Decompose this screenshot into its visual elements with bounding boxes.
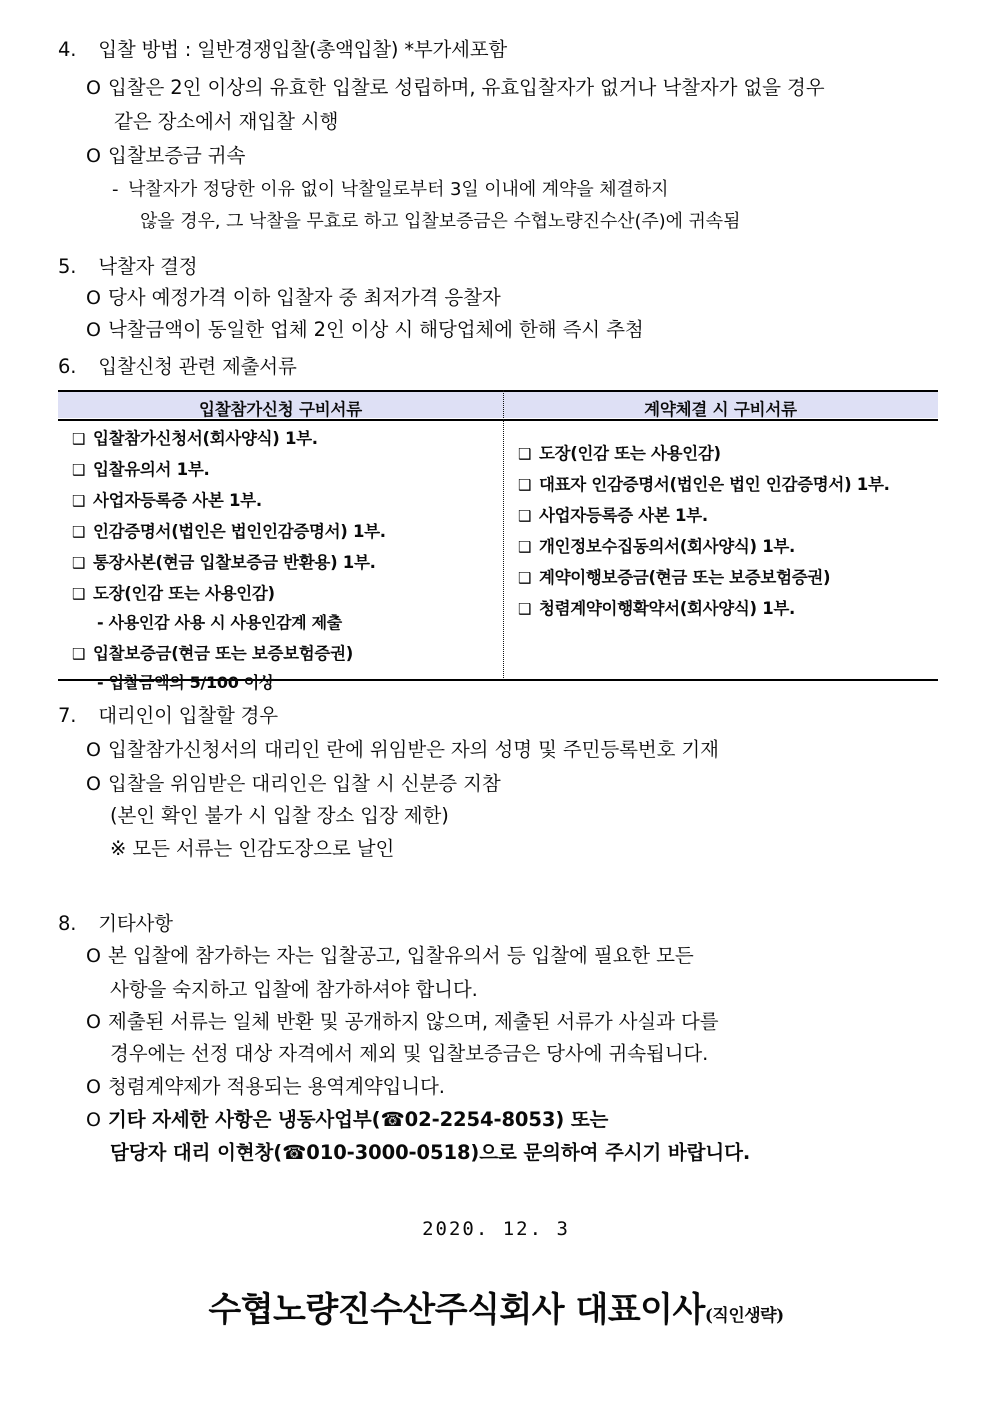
table-row: ❑ 통장사본(현금 입찰보증금 반환용) 1부. [72, 553, 376, 572]
section-7-title: 대리인이 입찰할 경우 [98, 704, 278, 727]
section-8-item-0-line-0: O 본 입찰에 참가하는 자는 입찰공고, 입찰유의서 등 입찰에 필요한 모든 [86, 944, 694, 967]
table-row: ❑ 도장(인감 또는 사용인감) [518, 444, 721, 463]
section-6-title: 입찰신청 관련 제출서류 [98, 355, 297, 378]
section-7-item-1-line-0: O 입찰을 위임받은 대리인은 입찰 시 신분증 지참 [86, 772, 501, 795]
section-7-heading [58, 706, 278, 726]
checkbox-icon: ❑ [72, 492, 86, 510]
circle-bullet-icon: O [86, 319, 101, 341]
table-row: ❑ 대표자 인감증명서(법인은 법인 인감증명서) 1부. [518, 475, 890, 494]
circle-bullet-icon: O [86, 1109, 101, 1131]
section-5-item-0: O 당사 예정가격 이하 입찰자 중 최저가격 응찰자 [86, 286, 501, 309]
table-row-sub: - 사용인감 사용 시 사용인감계 제출 [97, 613, 342, 632]
circle-bullet-icon: O [86, 145, 101, 167]
checkbox-icon: ❑ [72, 645, 86, 663]
table-row: ❑ 입찰유의서 1부. [72, 460, 210, 479]
table-row: ❑ 청렴계약이행확약서(회사양식) 1부. [518, 599, 796, 618]
section-4-item-0-line-1: 같은 장소에서 재입찰 시행 [114, 110, 339, 133]
contact-person-phone-text: 담당자 대리 이현창(☎010-3000-0518)으로 문의하여 주시기 바랍니다. [110, 1141, 751, 1164]
circle-bullet-icon: O [86, 287, 101, 309]
department-phone-text: 기타 자세한 사항은 냉동사업부(☎02-2254-8053) 또는 [108, 1108, 609, 1131]
table-row: ❑ 도장(인감 또는 사용인감) [72, 584, 275, 603]
section-8-item-0-line-1: 사항을 숙지하고 입찰에 참가하셔야 합니다. [110, 978, 478, 1001]
section-4-heading [58, 40, 507, 60]
circle-bullet-icon: O [86, 945, 101, 967]
dash-bullet-icon: - [112, 179, 119, 200]
section-5-number: 5. [58, 255, 77, 278]
section-8-title: 기타사항 [98, 912, 173, 935]
checkbox-icon: ❑ [72, 554, 86, 572]
checkbox-icon: ❑ [72, 461, 86, 479]
document-date: 2020. 12. 3 [422, 1218, 570, 1240]
circle-bullet-icon: O [86, 773, 101, 795]
section-8-item-3-line-0 [86, 1110, 608, 1130]
section-4-title: 입찰 방법 : 일반경쟁입찰(총액입찰) *부가세포함 [98, 38, 508, 61]
signature-line [0, 1282, 992, 1331]
checkbox-icon: ❑ [518, 445, 532, 463]
section-5-item-1: O 낙찰금액이 동일한 업체 2인 이상 시 해당업체에 한해 즉시 추첨 [86, 318, 644, 341]
table-row: ❑ 입찰보증금(현금 또는 보증보험증권) [72, 644, 353, 663]
table-row: ❑ 사업자등록증 사본 1부. [518, 506, 708, 525]
section-8-item-1-line-0: O 제출된 서류는 일체 반환 및 공개하지 않으며, 제출된 서류가 사실과 다를 [86, 1010, 719, 1033]
circle-bullet-icon: O [86, 739, 101, 761]
section-8-number: 8. [58, 912, 77, 935]
circle-bullet-icon: O [86, 1011, 101, 1033]
checkbox-icon: ❑ [518, 569, 532, 587]
signer-name: 수협노량진수산주식회사 대표이사 [208, 1290, 705, 1330]
section-8-item-3-line-1 [110, 1143, 750, 1163]
section-4-item-0-line-0: O 입찰은 2인 이상의 유효한 입찰로 성립하며, 유효입찰자가 없거나 낙찰자가 없을 경우 [86, 76, 825, 99]
checkbox-icon: ❑ [518, 600, 532, 618]
section-7-item-1-line-1: (본인 확인 불가 시 입찰 장소 입장 제한) [110, 804, 449, 827]
table-header-right: 계약체결 시 구비서류 [644, 400, 797, 419]
section-6-heading [58, 357, 297, 377]
section-7-item-0: O 입찰참가신청서의 대리인 란에 위임받은 자의 성명 및 주민등록번호 기재 [86, 738, 719, 761]
checkbox-icon: ❑ [518, 538, 532, 556]
table-row: ❑ 개인정보수집동의서(회사양식) 1부. [518, 537, 796, 556]
table-row: ❑ 인감증명서(법인은 법인인감증명서) 1부. [72, 522, 386, 541]
section-6-number: 6. [58, 355, 77, 378]
circle-bullet-icon: O [86, 1076, 101, 1098]
checkbox-icon: ❑ [518, 507, 532, 525]
section-7-number: 7. [58, 704, 77, 727]
section-4-item-1-sub-line-0: - 낙찰자가 정당한 이유 없이 낙찰일로부터 3일 이내에 계약을 체결하지 [112, 179, 669, 200]
table-row-sub: - 입찰금액의 5/100 이상 [97, 673, 275, 692]
section-5-heading [58, 257, 197, 277]
circle-bullet-icon: O [86, 77, 101, 99]
checkbox-icon: ❑ [72, 430, 86, 448]
table-row: ❑ 사업자등록증 사본 1부. [72, 491, 262, 510]
section-4-number: 4. [58, 38, 77, 61]
table-row: ❑ 계약이행보증금(현금 또는 보증보험증권) [518, 568, 831, 587]
table-row: ❑ 입찰참가신청서(회사양식) 1부. [72, 429, 318, 448]
table-column-divider [503, 390, 504, 680]
checkbox-icon: ❑ [72, 585, 86, 603]
checkbox-icon: ❑ [72, 523, 86, 541]
section-4-item-1-line-0: O 입찰보증금 귀속 [86, 144, 246, 167]
section-8-item-1-line-1: 경우에는 선정 대상 자격에서 제외 및 입찰보증금은 당사에 귀속됩니다. [110, 1042, 709, 1065]
section-8-heading [58, 914, 173, 934]
section-8-item-2: O 청렴계약제가 적용되는 용역계약입니다. [86, 1075, 445, 1098]
seal-omitted-note: (직인생략) [704, 1306, 784, 1326]
section-5-title: 낙찰자 결정 [98, 255, 198, 278]
section-7-item-1-line-2: ※ 모든 서류는 인감도장으로 날인 [110, 837, 395, 860]
checkbox-icon: ❑ [518, 476, 532, 494]
table-header-left: 입찰참가신청 구비서류 [199, 400, 362, 419]
section-4-item-1-sub-line-1: 않을 경우, 그 낙찰을 무효로 하고 입찰보증금은 수협노량진수산(주)에 귀속됨 [140, 211, 741, 232]
